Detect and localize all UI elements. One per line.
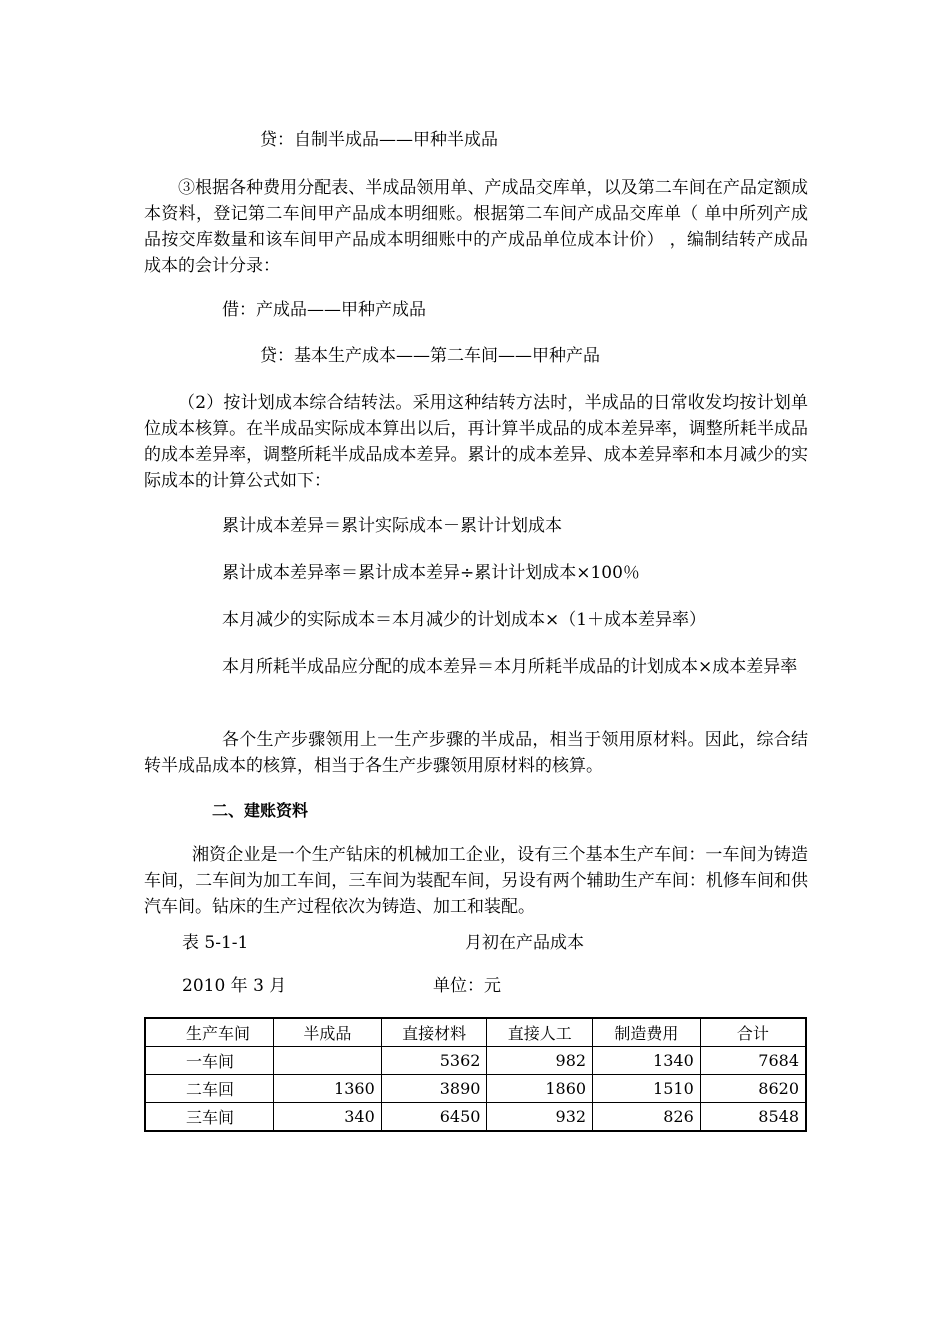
credit-entry-2: 贷：基本生产成本——第二车间——甲种产品 (260, 346, 600, 366)
paragraph-method-2: （2）按计划成本综合结转法。采用这种结转方法时，半成品的日常收发均按计划单位成本核算。在半成品实际成本算出以后，再计算半成品的成本差异率，调整所耗半成品的成本差异率，调整所耗半成品成本差异。累计的成本差异、成本差异率和本月减少的实际成本的计算公式如下： (144, 393, 808, 491)
cell-direct-materials: 5362 (381, 1047, 487, 1075)
table-row (145, 1047, 806, 1075)
table-row (145, 1075, 806, 1103)
header-semi-finished: 半成品 (274, 1018, 382, 1047)
section-heading-2: 二、建账资料 (212, 801, 309, 820)
paragraph-each-step: 各个生产步骤领用上一生产步骤的半成品，相当于领用原材料。因此，综合结转半成品成本的核算，相当于各生产步骤领用原材料的核算。 (144, 730, 808, 776)
debit-entry-2: 借：产成品——甲种产成品 (222, 300, 426, 320)
formula-1: 累计成本差异＝累计实际成本－累计计划成本 (222, 516, 562, 536)
cell-direct-labor: 982 (487, 1047, 593, 1075)
paragraph-company: 湘资企业是一个生产钻床的机械加工企业，设有三个基本生产车间：一车间为铸造车间，二车间为加工车间，三车间为装配车间，另设有两个辅助生产车间：机修车间和供汽车间。钻床的生产过程依次为铸造、加工和装配。 (144, 845, 808, 917)
cell-direct-materials: 3890 (381, 1075, 487, 1103)
formula-4: 本月所耗半成品应分配的成本差异＝本月所耗半成品的计划成本×成本差异率 (222, 657, 798, 677)
header-direct-materials: 直接材料 (381, 1018, 487, 1047)
header-total: 合计 (700, 1018, 806, 1047)
credit-entry-1: 贷：自制半成品——甲种半成品 (260, 130, 498, 150)
table-title: 月初在产品成本 (465, 933, 584, 953)
header-direct-labor: 直接人工 (487, 1018, 593, 1047)
cell-direct-labor: 932 (487, 1103, 593, 1132)
paragraph-3: ③根据各种费用分配表、半成品领用单、产成品交库单，以及第二车间在产品定额成本资料，登记第二车间甲产品成本明细账。根据第二车间产成品交库单（ 单中所列产成品按交库数量和该车间甲产品成本明细账中的产成品单位成本计价） ，编制结转产成品成本的会计分录： (144, 178, 808, 276)
cell-manufacturing-overhead: 826 (593, 1103, 701, 1132)
table-row (145, 1103, 806, 1132)
cell-direct-materials: 6450 (381, 1103, 487, 1132)
cell-semi-finished: 1360 (274, 1075, 382, 1103)
formula-2: 累计成本差异率＝累计成本差异÷累计计划成本×100％ (222, 563, 640, 583)
cell-workshop: 一车间 (145, 1047, 274, 1075)
cell-semi-finished: 340 (274, 1103, 382, 1132)
formula-3: 本月减少的实际成本＝本月减少的计划成本×（1＋成本差异率） (222, 610, 707, 630)
cell-semi-finished (274, 1047, 382, 1075)
header-manufacturing-overhead: 制造费用 (593, 1018, 701, 1047)
cell-workshop: 三车间 (145, 1103, 274, 1132)
cell-total: 8548 (700, 1103, 806, 1132)
cell-manufacturing-overhead: 1340 (593, 1047, 701, 1075)
cell-direct-labor: 1860 (487, 1075, 593, 1103)
header-workshop: 生产车间 (145, 1018, 274, 1047)
cell-workshop: 二车回 (145, 1075, 274, 1103)
opening-wip-cost-table (144, 1017, 807, 1132)
table-number: 表 5-1-1 (182, 933, 249, 953)
table-header-row (145, 1018, 806, 1047)
cell-total: 7684 (700, 1047, 806, 1075)
table-unit: 单位：元 (433, 976, 501, 996)
table-date: 2010 年 3 月 (182, 976, 287, 996)
cell-manufacturing-overhead: 1510 (593, 1075, 701, 1103)
cell-total: 8620 (700, 1075, 806, 1103)
